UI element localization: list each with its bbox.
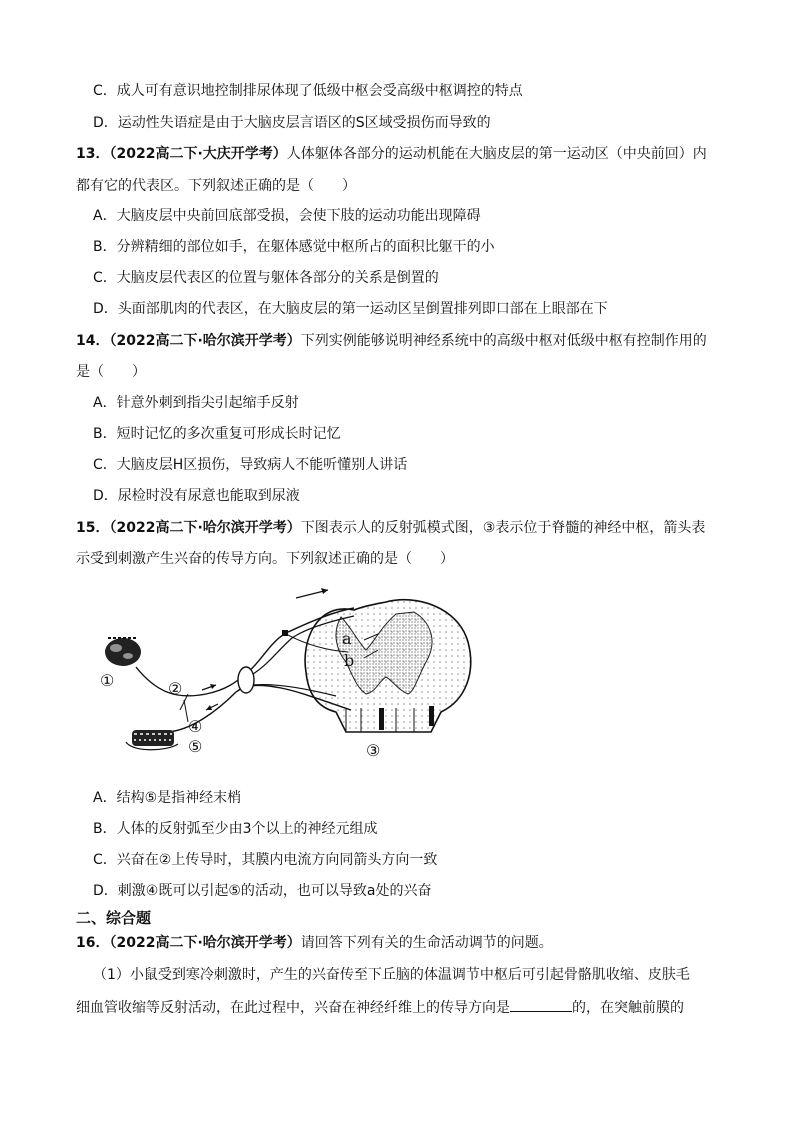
q14-option-b: B．短时记忆的多次重复可形成长时记忆 <box>93 426 341 442</box>
q16-part1-line1: （1）小鼠受到寒冷刺激时，产生的兴奋传至下丘脑的体温调节中枢后可引起骨骼肌收缩、皮肤毛 <box>93 967 690 983</box>
q15-number: 15． <box>76 520 110 536</box>
q16-number: 16． <box>76 935 110 951</box>
q13-number: 13． <box>76 146 110 162</box>
q15-stem-line2: 示受到刺激产生兴奋的传导方向。下列叙述正确的是（ ） <box>76 551 454 567</box>
q15-option-c: C．兴奋在②上传导时，其膜内电流方向同箭头方向一致 <box>93 852 438 868</box>
q12-option-d: D．运动性失语症是由于大脑皮层言语区的S区域受损伤而导致的 <box>93 115 491 131</box>
q13-stem-line1 <box>76 144 707 164</box>
q14-option-c: C．大脑皮层H区损伤，导致病人不能听懂别人讲话 <box>93 457 408 473</box>
q13-stem-text: 人体躯体各部分的运动机能在大脑皮层的第一运动区（中央前回）内 <box>286 146 707 162</box>
figure-label-3: ③ <box>366 741 381 760</box>
q13-option-d: D．头面部肌肉的代表区，在大脑皮层的第一运动区呈倒置排列即口部在上眼部在下 <box>93 301 608 317</box>
q13-option-c: C．大脑皮层代表区的位置与躯体各部分的关系是倒置的 <box>93 270 439 286</box>
q12-option-c: C．成人可有意识地控制排尿体现了低级中枢会受高级中枢调控的特点 <box>93 83 523 99</box>
q14-stem-text: 下列实例能够说明神经系统中的高级中枢对低级中枢有控制作用的 <box>300 333 707 349</box>
q15-option-d: D．刺激④既可以引起⑤的活动，也可以导致a处的兴奋 <box>93 883 432 899</box>
q15-option-a: A．结构⑤是指神经末梢 <box>93 790 242 806</box>
q14-number: 14． <box>76 333 110 349</box>
q13-option-a: A．大脑皮层中央前回底部受损，会使下肢的运动功能出现障碍 <box>93 208 481 224</box>
q14-stem-line1 <box>76 331 707 351</box>
q14-option-a: A．针意外刺到指尖引起缩手反射 <box>93 395 299 411</box>
reflex-arc-figure <box>96 582 486 770</box>
figure-label-4: ④ <box>188 717 203 736</box>
q16-part1-text-b: 的，在突触前膜的 <box>572 1000 684 1016</box>
q15-stem-text: 下图表示人的反射弧模式图，③表示位于脊髓的神经中枢，箭头表 <box>300 520 706 536</box>
q16-stem-text: 请回答下列有关的生命活动调节的问题。 <box>300 935 553 951</box>
q13-option-b: B．分辨精细的部位如手，在躯体感觉中枢所占的面积比躯干的小 <box>93 239 495 255</box>
section-heading: 二、综合题 <box>76 909 152 927</box>
q15-stem-line1 <box>76 518 705 538</box>
figure-label-2: ② <box>168 679 183 698</box>
q13-source: （2022高二下·大庆开学考） <box>109 146 287 162</box>
q14-stem-line2: 是（ ） <box>76 364 146 380</box>
figure-label-5: ⑤ <box>188 737 203 756</box>
answer-blank[interactable] <box>510 997 572 1012</box>
q16-part1-line2 <box>76 997 684 1018</box>
q16-part1-text-a: 细血管收缩等反射活动，在此过程中，兴奋在神经纤维上的传导方向是 <box>76 1000 510 1016</box>
dorsal-root-ganglion <box>238 667 254 693</box>
q16-source: （2022高二下·哈尔滨开学考） <box>109 935 301 951</box>
reflex-arc-diagram <box>96 582 486 770</box>
effector-structure <box>126 730 178 750</box>
q15-option-b: B．人体的反射弧至少由3个以上的神经元组成 <box>93 821 378 837</box>
q13-stem-line2: 都有它的代表区。下列叙述正确的是（ ） <box>76 178 356 194</box>
q14-option-d: D．尿检时没有尿意也能取到尿液 <box>93 488 300 504</box>
figure-label-1: ① <box>100 671 115 690</box>
figure-label-b: b <box>344 651 355 670</box>
receptor-structure <box>105 638 141 666</box>
figure-label-a: a <box>342 629 352 648</box>
q16-stem <box>76 933 553 953</box>
q15-source: （2022高二下·哈尔滨开学考） <box>109 520 301 536</box>
q14-source: （2022高二下·哈尔滨开学考） <box>109 333 301 349</box>
